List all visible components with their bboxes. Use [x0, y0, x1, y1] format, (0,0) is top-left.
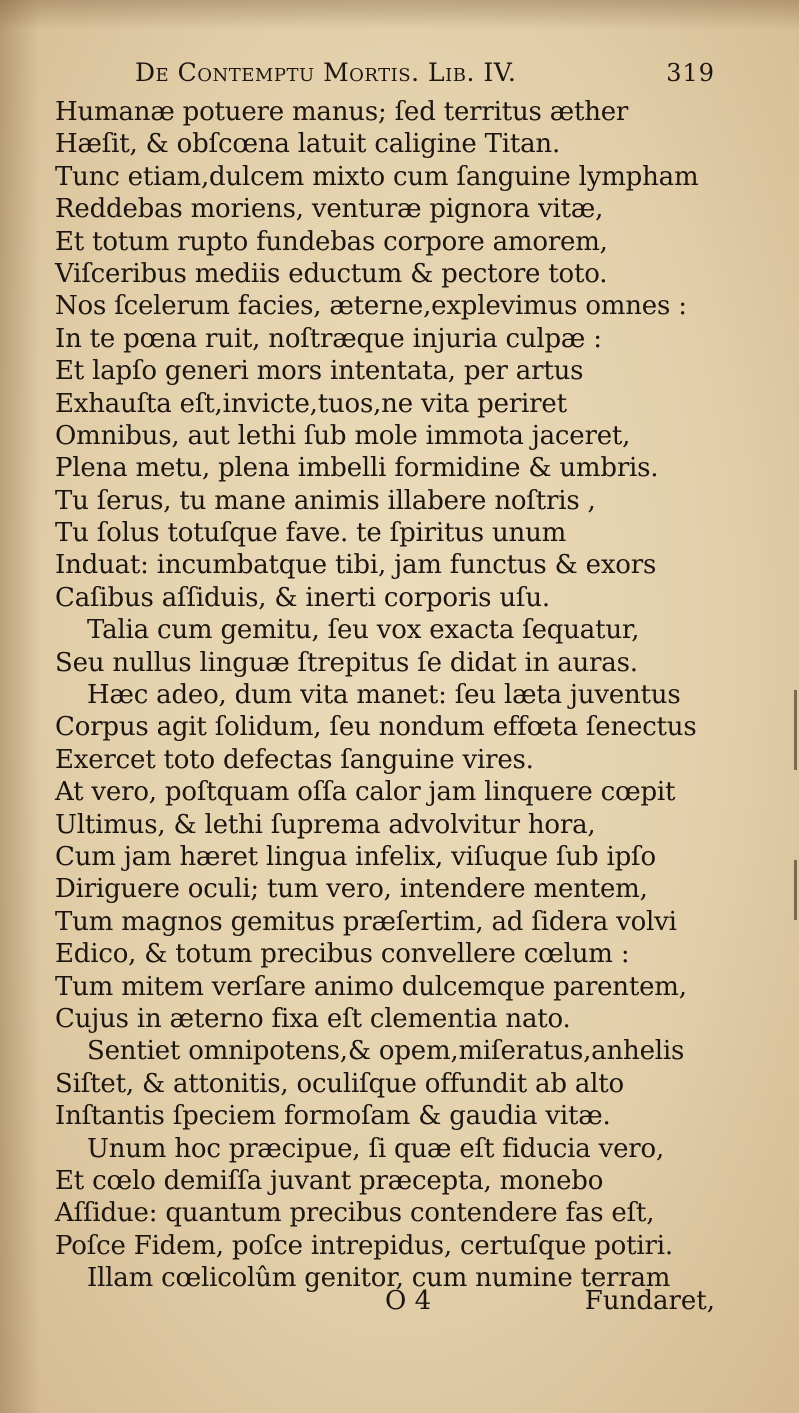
verse-line: Illam cœlicolûm genitor, cum numine terram	[87, 1263, 671, 1294]
verse-line: Talia cum gemitu, ſeu vox exacta ſequatur,	[87, 615, 640, 646]
verse-line: Tu ſerus, tu mane animis illabere noſtris ,	[55, 485, 596, 516]
margin-mark	[794, 690, 797, 770]
verse-line: Tum mitem verſare animo dulcemque parentem,	[55, 971, 687, 1002]
page-edge-shadow	[0, 0, 40, 1413]
verse-line: Diriguere oculi; tum vero, intendere mentem,	[55, 874, 648, 905]
verse-line: At vero, poſtquam oſſa calor jam linquere cœpit	[55, 777, 676, 808]
verse-line: Poſce Fidem, poſce intrepidus, certuſque potiri.	[55, 1230, 673, 1261]
verse-line: Inſtantis ſpeciem formoſam & gaudia vitæ.	[55, 1101, 611, 1132]
verse-line: Et totum rupto fundebas corpore amorem,	[55, 226, 608, 257]
verse-line: Tu ſolus totuſque fave. te ſpiritus unum	[55, 518, 567, 549]
verse-line: Nos ſcelerum facies, æterne,explevimus omnes :	[55, 291, 687, 322]
verse-line: Omnibus, aut lethi ſub mole immota jaceret,	[55, 420, 631, 451]
catchword: Fundaret,	[584, 1286, 715, 1316]
verse-line: Edico, & totum precibus convellere cœlum :	[55, 939, 630, 970]
verse-line: Hæſit, & obſcœna latuit caligine Titan.	[55, 129, 561, 160]
verse-line: Cujus in æterno fixa eſt clementia nato.	[55, 1003, 571, 1034]
verse-line: Et cœlo demiſſa juvant præcepta, monebo	[55, 1165, 604, 1196]
verse-line: Cum jam hæret lingua infelix, viſuque ſub ipſo	[55, 841, 656, 872]
verse-line: Tunc etiam,dulcem mixto cum ſanguine lympham	[55, 161, 699, 192]
verse-line: Siſtet, & attonitis, oculiſque offundit ab alto	[55, 1068, 624, 1099]
page-number: 319	[666, 59, 715, 87]
verse-line: Reddebas moriens, venturæ pignora vitæ,	[55, 194, 604, 225]
verse-line: Aſſidue: quantum precibus contendere fas eſt,	[55, 1198, 655, 1229]
verse-line: Caſibus aſſiduis, & inerti corporis uſu.	[55, 582, 550, 613]
verse-line: Et lapſo generi mors intentata, per artus	[55, 356, 584, 387]
page-top-shadow	[0, 0, 799, 30]
verse-line: In te pœna ruit, noſtræque injuria culpæ :	[55, 323, 602, 354]
margin-mark	[794, 860, 797, 920]
verse-line: Tum magnos gemitus præſertim, ad ſidera volvi	[55, 906, 677, 937]
verse-line: Viſceribus mediis eductum & pectore toto.	[55, 258, 608, 289]
verse-line: Corpus agit ſolidum, ſeu nondum effœta ſenectus	[55, 712, 697, 743]
verse-line: Humanæ potuere manus; ſed territus æther	[55, 97, 629, 127]
verse-line: Unum hoc præcipue, ſi quæ eſt fiducia vero,	[87, 1133, 665, 1164]
verse-line: Ultimus, & lethi ſuprema advolvitur hora,	[55, 809, 596, 840]
verse-line: Hæc adeo, dum vita manet: ſeu læta juventus	[87, 680, 681, 711]
verse-line: Seu nullus linguæ ſtrepitus ſe didat in auras.	[55, 647, 638, 678]
verse-line: Induat: incumbatque tibi, jam functus & exors	[55, 550, 657, 581]
running-title: De Contemptu Mortis. Lib. IV.	[135, 58, 517, 87]
verse-line: Exercet toto defectas ſanguine vires.	[55, 744, 534, 775]
verse-line: Exhauſta eſt,invicte,tuos,ne vita periret	[55, 388, 567, 419]
running-head	[135, 58, 715, 87]
verse-line: Sentiet omnipotens,& opem,miſeratus,anhelis	[87, 1036, 685, 1067]
page-footer	[385, 1286, 715, 1316]
verse-line: Plena metu, plena imbelli formidine & umbris.	[55, 453, 659, 484]
verse-text-block	[55, 96, 745, 1294]
signature-mark: O 4	[385, 1286, 432, 1316]
